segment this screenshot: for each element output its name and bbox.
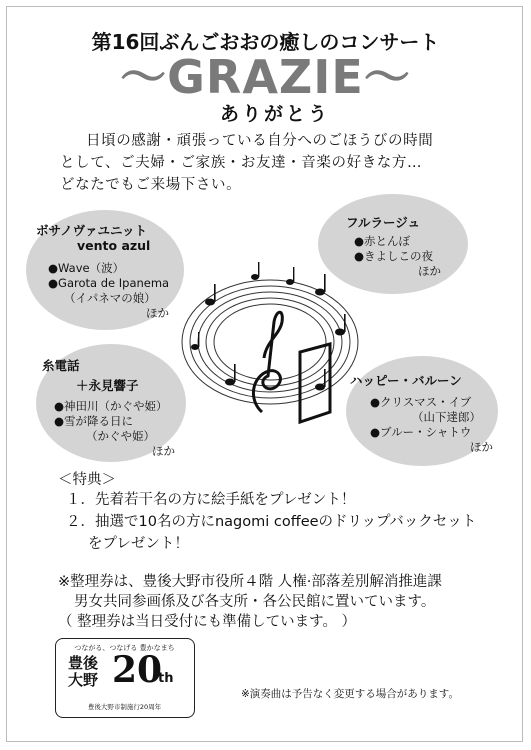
performer-bossa-name: ボサノヴァユニット: [36, 223, 148, 238]
logo-kanji-line: 大野: [68, 671, 99, 689]
logo-th: th: [158, 671, 174, 686]
song-item: ●赤とんぼ: [354, 234, 411, 248]
performer-happy-name: ハッピー・バルーン: [350, 373, 462, 388]
arigatou-subtitle: ありがとう: [220, 103, 331, 125]
performer-itodenwa-name: 糸電話: [42, 358, 80, 373]
notice-line: ※整理券は、豊後大野市役所４階 人権·部落差別解消推進課: [58, 574, 442, 590]
notice-line: （ 整理券は当日受付にも準備しています。 ）: [58, 614, 357, 630]
footnote: ※演奏曲は予告なく変更する場合があります。: [241, 688, 459, 700]
grazie-heading: 〜GRAZIE〜: [120, 50, 411, 104]
song-item: ●Wave（波）: [48, 261, 125, 275]
song-item: ●雪が降る日に: [54, 414, 134, 428]
song-item: ●Garota de Ipanema: [48, 276, 170, 290]
tokuten-title: ＜特典＞: [58, 472, 116, 488]
notice-line: 男女共同参画係及び各支所・各公民館に置いています。: [74, 594, 436, 610]
song-item: ●ブルー・シャトウ: [370, 425, 472, 439]
intro-text: [60, 130, 500, 196]
etc-label: ほか: [152, 444, 175, 458]
concert-title: 第16回ぶんごおおの癒しのコンサート: [91, 30, 440, 54]
etc-label: ほか: [470, 440, 493, 454]
ticket-notice: [58, 572, 528, 632]
music-notes-illustration: [170, 262, 370, 432]
tokuten-item-2-cont: をプレゼント！: [88, 536, 189, 552]
intro-line: どなたでもご来場下さい。: [60, 177, 242, 193]
tokuten-item-1: １．先着若干名の方に絵手紙をプレゼント！: [66, 492, 356, 508]
performer-flute-name: フルラージュ: [346, 215, 421, 230]
bungo-ono-20th-logo: [55, 638, 195, 718]
intro-line: 日頃の感謝・頑張っている自分へのごほうびの時間: [86, 133, 434, 149]
song-item: ●クリスマス・イブ: [370, 395, 472, 409]
etc-label: ほか: [146, 306, 169, 320]
performer-bossa-sub: vento azul: [77, 238, 151, 253]
tokuten-item-2: ２．抽選で10名の方にnagomi coffeeのドリップバックセット: [66, 514, 477, 530]
song-item: （かぐや姫）: [86, 429, 155, 443]
logo-twenty: 20: [112, 649, 163, 691]
logo-kanji-line: 豊後: [68, 654, 99, 672]
logo-tagline: つながる、つなげる 豊かなまち: [74, 644, 175, 652]
song-item: ●神田川（かぐや姫）: [54, 399, 168, 413]
logo-caption: 豊後大野市制施行20周年: [87, 703, 162, 711]
logo-kanji: [68, 655, 98, 689]
performer-itodenwa-sub: ＋永見響子: [76, 378, 139, 393]
song-item: （山下達郎）: [412, 410, 481, 424]
etc-label: ほか: [418, 264, 441, 278]
intro-line: として、ご夫婦・ご家族・お友達・音楽の好きな方…: [60, 155, 423, 171]
song-item: （イパネマの娘）: [64, 291, 156, 305]
song-item: ●きよしこの夜: [354, 249, 434, 263]
